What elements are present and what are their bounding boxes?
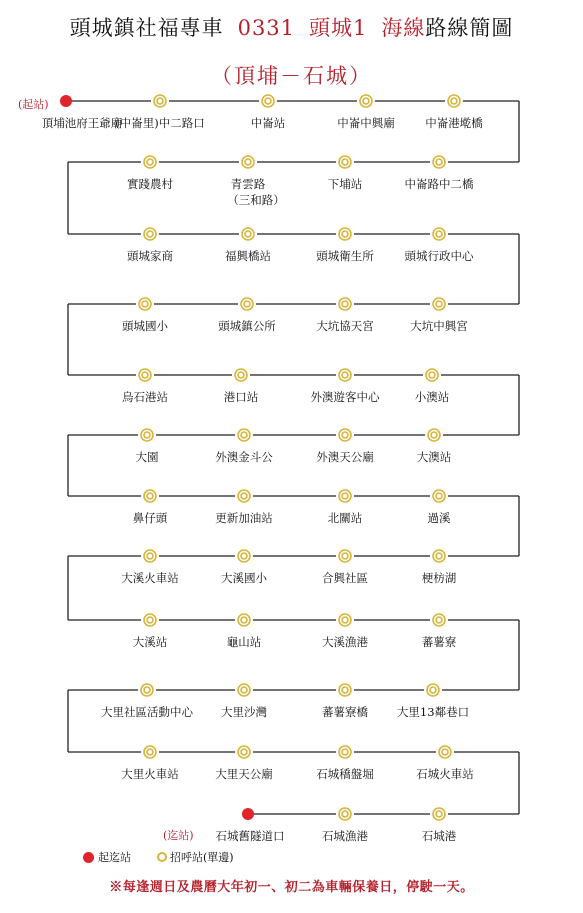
gold-ring-icon	[141, 547, 159, 565]
gold-ring-icon	[336, 805, 354, 823]
gold-ring-icon	[336, 681, 354, 699]
stop-label: 石城舊隧道口	[215, 829, 285, 843]
gold-ring-icon	[436, 743, 454, 761]
gold-ring-icon	[138, 426, 156, 444]
gold-ring-icon	[235, 681, 253, 699]
stop-label: 大里13鄰巷口	[396, 705, 470, 719]
stop-label: 外澳金斗公	[215, 450, 273, 464]
stop-label: 鼻仔頭	[132, 511, 168, 525]
stop-label: 大溪站	[132, 635, 168, 649]
end-tag: (迄站)	[163, 829, 194, 842]
gold-ring-icon	[336, 366, 354, 384]
gold-ring-icon	[336, 547, 354, 565]
stop-label: 北關站	[327, 511, 363, 525]
gold-ring-icon	[239, 153, 257, 171]
stop-label: 頭城鎮公所	[218, 319, 276, 333]
stop-label: 大里火車站	[121, 767, 179, 781]
gold-ring-icon	[430, 487, 448, 505]
stop-label: 大里沙灣	[221, 705, 267, 719]
gold-ring-icon	[235, 547, 253, 565]
page-subtitle: （頂埔－石城）	[211, 64, 372, 88]
stop-label: 大澳站	[416, 450, 452, 464]
stop-label: 合興社區	[322, 571, 368, 585]
stop-label: 烏石港站	[122, 390, 168, 404]
start-tag: (起站)	[18, 98, 49, 111]
stop-label: 小澳站	[414, 390, 450, 404]
stop-label: 大里天公廟	[215, 767, 273, 781]
legend-flag-stop: 招呼站(單邊)	[170, 851, 234, 864]
stop-label: 大坑協天宮	[316, 319, 374, 333]
stop-label: 實踐農村	[127, 177, 173, 191]
gold-ring-icon	[336, 295, 354, 313]
gold-ring-icon	[430, 225, 448, 243]
stop-label: 頭城家商	[127, 249, 173, 263]
gold-ring-icon	[157, 852, 167, 862]
stop-label: 下埔站	[327, 177, 363, 191]
gold-ring-icon	[138, 681, 156, 699]
stop-label: 頂埔池府王爺廟	[41, 116, 123, 130]
service-notice: ※每逢週日及農曆大年初一、初二為車輛保養日，停駛一天。	[109, 880, 474, 895]
red-dot-icon	[83, 852, 94, 863]
gold-ring-icon	[424, 681, 442, 699]
gold-ring-icon	[336, 611, 354, 629]
gold-ring-icon	[425, 426, 443, 444]
title-line-b-1: 海線	[381, 16, 426, 40]
stop-label: 大坑中興宮	[410, 319, 468, 333]
gold-ring-icon	[136, 366, 154, 384]
gold-ring-icon	[232, 366, 250, 384]
title-line-a: 頭城鎮社福專車	[69, 16, 224, 40]
stop-label: 大園	[135, 450, 159, 464]
gold-ring-icon	[141, 153, 159, 171]
gold-ring-icon	[235, 611, 253, 629]
stop-label: 青雲路	[230, 177, 266, 191]
stop-label: 頭城國小	[122, 319, 168, 333]
stop-label: 蕃薯寮	[421, 635, 457, 649]
gold-ring-icon	[336, 225, 354, 243]
gold-ring-icon	[336, 487, 354, 505]
gold-ring-icon	[430, 805, 448, 823]
gold-ring-icon	[141, 611, 159, 629]
gold-ring-icon	[141, 225, 159, 243]
stop-label: 中崙中興廟	[337, 116, 395, 130]
red-dot-icon	[242, 808, 254, 820]
title-route-name: 頭城1	[309, 16, 368, 40]
stop-label: 外澳天公廟	[316, 450, 374, 464]
title-route-no: 0331	[237, 16, 296, 40]
stop-label: 大溪火車站	[121, 571, 179, 585]
stop-label: 石城火車站	[416, 767, 474, 781]
stop-label: 過溪	[427, 511, 451, 525]
gold-ring-icon	[423, 366, 441, 384]
gold-ring-icon	[136, 295, 154, 313]
stop-label: 蕃薯寮橋	[322, 705, 368, 719]
gold-ring-icon	[336, 426, 354, 444]
gold-ring-icon	[235, 487, 253, 505]
stop-label: 龜山站	[226, 635, 262, 649]
stop-label: 大溪漁港	[322, 635, 368, 649]
gold-ring-icon	[357, 92, 375, 110]
gold-ring-icon	[141, 743, 159, 761]
gold-ring-icon	[336, 153, 354, 171]
legend	[83, 849, 234, 865]
gold-ring-icon	[430, 547, 448, 565]
stop-label: 大溪國小	[221, 571, 267, 585]
stop-label: 大里社區活動中心	[101, 705, 193, 719]
stop-label: 頭城衛生所	[316, 249, 374, 263]
gold-ring-icon	[430, 611, 448, 629]
stop-note: （三和路）	[227, 193, 285, 207]
gold-ring-icon	[238, 295, 256, 313]
gold-ring-icon	[445, 92, 463, 110]
stop-label: (中崙里)中二路口	[115, 116, 205, 130]
stop-label: 梗枋湖	[421, 571, 457, 585]
gold-ring-icon	[235, 743, 253, 761]
stop-label: 中崙路中二橋	[404, 177, 474, 191]
stop-label: 石城漁港	[322, 829, 368, 843]
gold-ring-icon	[430, 295, 448, 313]
gold-ring-icon	[430, 153, 448, 171]
title-line-b-2: 路線簡圖	[425, 16, 514, 40]
gold-ring-icon	[235, 426, 253, 444]
stop-label: 港口站	[223, 390, 259, 404]
stop-label: 中崙站	[250, 116, 286, 130]
gold-ring-icon	[239, 225, 257, 243]
stop-label: 石城穚盤堀	[316, 767, 374, 781]
gold-ring-icon	[151, 92, 169, 110]
stop-label: 石城港	[421, 829, 457, 843]
stop-label: 更新加油站	[215, 511, 273, 525]
stop-label: 外澳遊客中心	[310, 390, 380, 404]
legend-terminal: 起迄站	[98, 851, 131, 864]
gold-ring-icon	[141, 487, 159, 505]
gold-ring-icon	[259, 92, 277, 110]
stop-label: 頭城行政中心	[404, 249, 474, 263]
red-dot-icon	[60, 95, 72, 107]
stop-label: 中崙港墘橋	[425, 116, 483, 130]
gold-ring-icon	[336, 743, 354, 761]
stop-label: 福興橋站	[225, 249, 271, 263]
